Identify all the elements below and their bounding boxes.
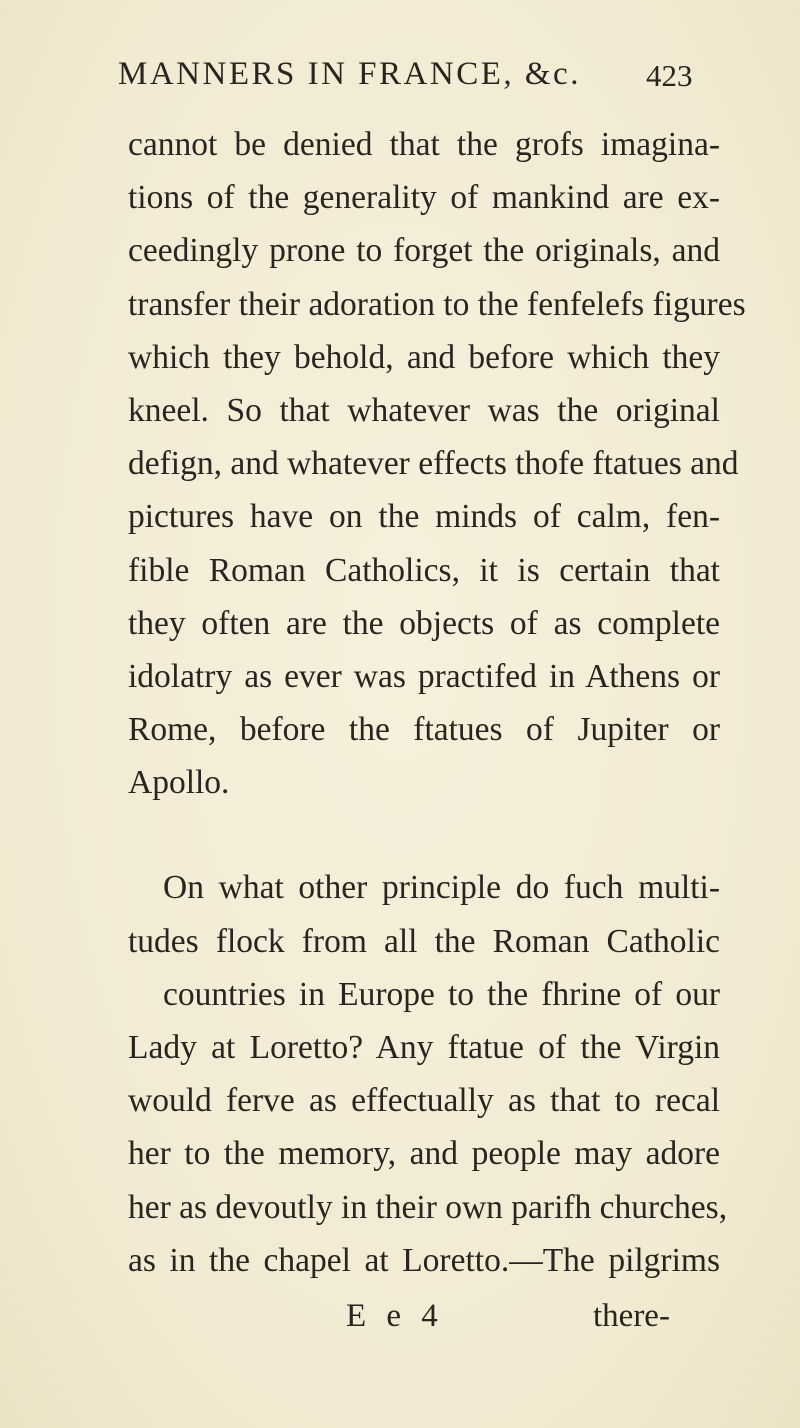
running-head: MANNERS IN FRANCE, &c. — [118, 56, 581, 92]
text-line: Rome, before the ftatues of Jupiter or — [128, 711, 720, 749]
text-line: tudes flock from all the Roman Catholic — [128, 922, 720, 960]
text-line: pictures have on the minds of calm, fen- — [128, 498, 720, 536]
signature-mark: E e 4 — [346, 1298, 444, 1334]
text-line: kneel. So that whatever was the original — [128, 391, 720, 429]
paragraph-2 — [128, 861, 728, 1287]
body-text — [128, 118, 746, 1287]
page-footer — [0, 1298, 800, 1348]
text-line: Lady at Loretto? Any ftatue of the Virgin — [128, 1029, 720, 1066]
text-line: fible Roman Catholics, it is certain that — [128, 551, 720, 589]
text-line: they often are the objects of as complete — [128, 604, 720, 642]
text-line: her as devoutly in their own parifh churches, — [128, 1188, 728, 1226]
text-line: defign, and whatever effects thofe ftatues and — [128, 445, 739, 483]
text-line: tions of the generality of mankind are ex- — [128, 179, 720, 217]
text-line: Apollo. — [128, 764, 230, 802]
paragraph-gap — [128, 809, 720, 861]
text-line: countries in Europe to the fhrine of our — [163, 975, 720, 1013]
text-line: transfer their adoration to the fenfelefs figures — [128, 285, 746, 323]
catchword: there- — [593, 1298, 670, 1334]
text-line: cannot be denied that the grofs imagina- — [128, 126, 720, 163]
page-header — [118, 56, 718, 106]
paragraph-1 — [128, 118, 746, 809]
page-number: 423 — [646, 58, 693, 93]
text-line: which they behold, and before which they — [128, 338, 720, 376]
text-line: ceedingly prone to forget the originals, and — [128, 232, 720, 270]
text-line: as in the chapel at Loretto.—The pilgrims — [128, 1241, 720, 1279]
text-line: On what other principle do fuch multi- — [163, 869, 720, 907]
text-line: would ferve as effectually as that to recal — [128, 1082, 720, 1120]
text-line: idolatry as ever was practifed in Athens or — [128, 657, 720, 695]
text-line: her to the memory, and people may adore — [128, 1135, 720, 1173]
